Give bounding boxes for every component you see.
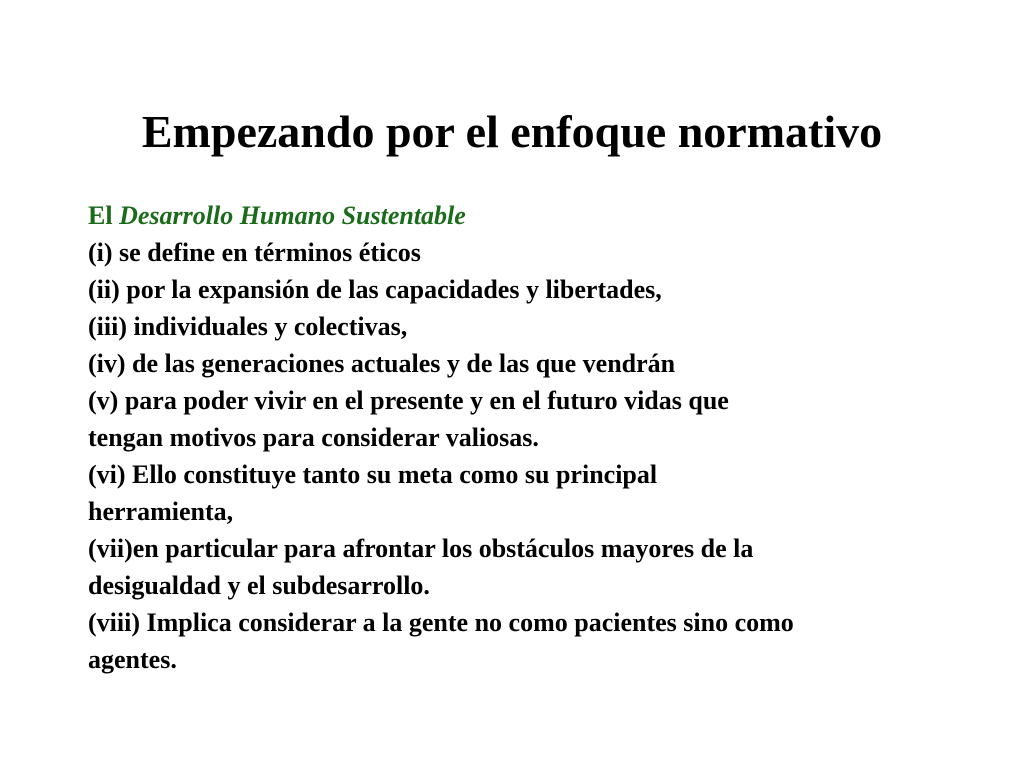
body-line: (vi) Ello constituye tanto su meta como su principal [88, 460, 658, 489]
body-line: tengan motivos para considerar valiosas. [88, 423, 539, 452]
body-line: (viii) Implica considerar a la gente no como pacientes sino como [88, 608, 794, 637]
intro-italic-term: Desarrollo Humano Sustentable [119, 201, 466, 230]
slide-title: Empezando por el enfoque normativo [141, 106, 883, 157]
intro-line [88, 197, 968, 234]
body-line: (vii)en particular para afrontar los obstáculos mayores de la [88, 534, 754, 563]
body-line: (v) para poder vivir en el presente y en el futuro vidas que [88, 386, 729, 415]
intro-prefix: El [88, 201, 113, 230]
body-line: (iv) de las generaciones actuales y de las que vendrán [88, 349, 676, 378]
slide-body [88, 197, 968, 678]
body-line: agentes. [88, 645, 177, 674]
body-line: herramienta, [88, 497, 234, 526]
body-line: (iii) individuales y colectivas, [88, 312, 408, 341]
body-line: (ii) por la expansión de las capacidades y libertades, [88, 275, 662, 304]
body-line: desigualdad y el subdesarrollo. [88, 571, 430, 600]
body-line: (i) se define en términos éticos [88, 238, 421, 267]
